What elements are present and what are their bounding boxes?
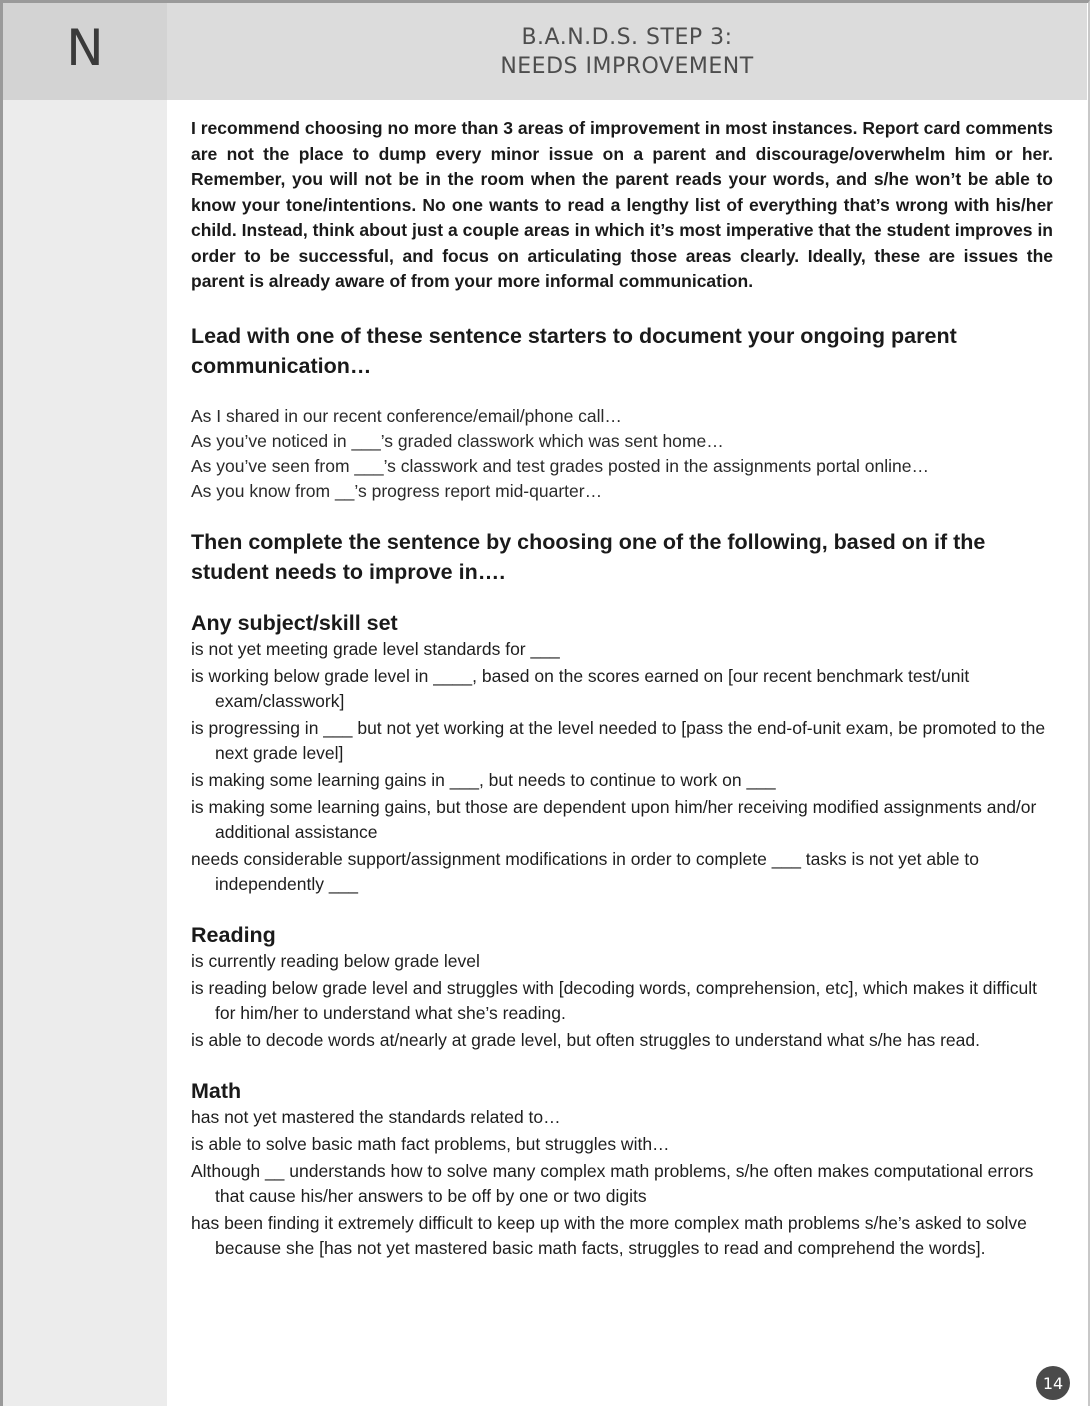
reading-items-list bbox=[191, 949, 1053, 1053]
complete-heading: Then complete the sentence by choosing one of the following, based on if the student needs to improve in…. bbox=[191, 529, 986, 584]
sidebar-letter-box bbox=[3, 3, 167, 100]
lead-heading: Lead with one of these sentence starters to document your ongoing parent communication… bbox=[191, 323, 957, 378]
sidebar bbox=[3, 3, 167, 1406]
list-item: is not yet meeting grade level standards for ___ bbox=[191, 638, 560, 659]
list-item: has not yet mastered the standards related to… bbox=[191, 1106, 561, 1127]
starter-item: As you’ve seen from ___’s classwork and test grades posted in the assignments portal online… bbox=[191, 455, 929, 476]
header-title-line2: NEEDS IMPROVEMENT bbox=[500, 53, 754, 79]
sentence-starters-list bbox=[191, 404, 1053, 504]
sidebar-letter: N bbox=[66, 18, 104, 77]
list-item: is currently reading below grade level bbox=[191, 950, 480, 971]
subject-items-list bbox=[191, 637, 1053, 897]
intro-paragraph: I recommend choosing no more than 3 areas of improvement in most instances. Report card comments are not the place to dump every minor issue on a parent and discourage/overwhelm him or her. Remember, you will not be in the room when the parent reads your words, and s/he won’t be able to know your tone/intentions. No one wants to read a lengthy list of everything that’s wrong with his/her child. Instead, think about just a couple areas in which it’s most imperative that the student improves in order to be successful, and focus on articulating those areas clearly. Ideally, these are issues the parent is already aware of from your more informal communication. bbox=[191, 118, 1053, 291]
list-item: is able to solve basic math fact problems, but struggles with… bbox=[191, 1133, 670, 1154]
list-item: has been finding it extremely difficult to keep up with the more complex math problems s/he’s asked to solve because she [has not yet mastered basic math facts, struggles to read and comprehend the words]. bbox=[191, 1212, 1027, 1258]
page-content bbox=[191, 116, 1053, 1263]
list-item: is reading below grade level and struggles with [decoding words, comprehension, etc], which makes it difficult for him/her to understand what she’s reading. bbox=[191, 977, 1037, 1023]
list-item: is making some learning gains, but those are dependent upon him/her receiving modified assignments and/or additional assistance bbox=[191, 796, 1037, 842]
section-title-subject: Any subject/skill set bbox=[191, 610, 398, 635]
section-title-reading: Reading bbox=[191, 922, 276, 947]
section-title-math: Math bbox=[191, 1078, 242, 1103]
starter-item: As you’ve noticed in ___’s graded classwork which was sent home… bbox=[191, 430, 724, 451]
list-item: is working below grade level in ____, based on the scores earned on [our recent benchmark test/unit exam/classwork] bbox=[191, 665, 970, 711]
starter-item: As I shared in our recent conference/email/phone call… bbox=[191, 405, 622, 426]
list-item: Although __ understands how to solve many complex math problems, s/he often makes computational errors that cause his/her answers to be off by one or two digits bbox=[191, 1160, 1034, 1206]
list-item: needs considerable support/assignment modifications in order to complete ___ tasks is not yet able to independently ___ bbox=[191, 848, 979, 894]
page-header bbox=[167, 3, 1087, 100]
page-number-badge: 14 bbox=[1036, 1366, 1070, 1400]
starter-item: As you know from __’s progress report mid-quarter… bbox=[191, 480, 603, 501]
list-item: is making some learning gains in ___, but needs to continue to work on ___ bbox=[191, 769, 776, 790]
list-item: is progressing in ___ but not yet working at the level needed to [pass the end-of-unit exam, be promoted to the next grade level] bbox=[191, 717, 1046, 763]
header-title-line1: B.A.N.D.S. STEP 3: bbox=[521, 24, 733, 50]
list-item: is able to decode words at/nearly at grade level, but often struggles to understand what s/he has read. bbox=[191, 1029, 980, 1050]
math-items-list bbox=[191, 1105, 1053, 1261]
